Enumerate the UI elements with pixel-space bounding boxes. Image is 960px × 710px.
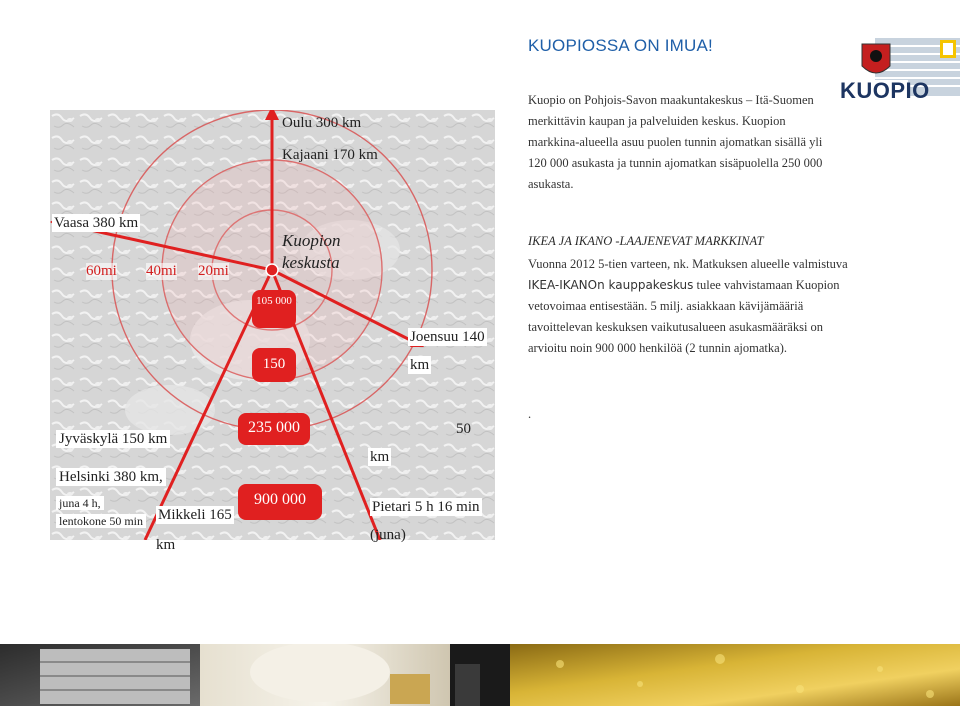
label-kuopion-keskusta: Kuopion keskusta xyxy=(282,231,341,273)
population-box-235000: 235 000 xyxy=(238,413,310,445)
label-helsinki-flight: lentokone 50 min xyxy=(56,514,146,528)
ring-label-20mi: 20mi xyxy=(198,263,229,279)
intro-paragraph: Kuopio on Pohjois-Savon maakuntakeskus – Itä-Suomen merkittävin kaupan ja palveluiden keskus. Kuopion markkina-alueella asuu puolen tunnin ajomatkan sisällä yli 120 000 asukasta ja tunnin ajomatkan sisäpuolella 250 000 asukasta. xyxy=(528,93,823,191)
paragraph-before: Vuonna 2012 5-tien varteen, nk. Matkuksen alueelle valmistuva xyxy=(528,257,848,271)
section-heading: IKEA JA IKANO -LAAJENEVAT MARKKINAT xyxy=(528,234,764,248)
label-joensuu: Joensuu 140 xyxy=(410,329,485,345)
photo-strip-graphic xyxy=(0,644,960,706)
label-kajaani: Kajaani 170 km xyxy=(282,147,378,163)
section-paragraph xyxy=(528,254,858,359)
label-joensuu-km: km xyxy=(410,357,430,373)
label-jyvaskyla: Jyväskylä 150 km xyxy=(56,430,170,448)
label-vaasa: Vaasa 380 km xyxy=(54,215,139,231)
label-helsinki-train: juna 4 h, xyxy=(56,496,104,510)
label-pietari-train: (juna) xyxy=(370,527,406,543)
label-savonlinna-km: km xyxy=(370,449,390,465)
population-box-105000: 105 000 xyxy=(252,290,296,328)
logo-text: KUOPIO xyxy=(840,78,930,103)
paragraph-highlight: IKEA-IKANOn kauppakeskus xyxy=(528,278,694,292)
bottom-photo-strip xyxy=(0,644,960,706)
population-box-900000: 900 000 xyxy=(238,484,322,520)
label-savonlinna-partial: 50 xyxy=(456,421,471,437)
label-mikkeli: Mikkeli 165 xyxy=(158,507,232,523)
paragraph-after: tulee vahvistamaan Kuopion vetovoimaa entisestään. 5 milj. asiakkaan kävijämääriä tavoittelevan keskuksen vaikutusalueen asukasmääräksi on arvioitu noin 900 000 henkilöä (2 tunnin ajomatka). xyxy=(528,278,840,355)
ring-label-40mi: 40mi xyxy=(146,263,177,279)
kuopio-logo xyxy=(840,38,960,108)
label-mikkeli-km: km xyxy=(156,537,176,553)
ring-label-60mi: 60mi xyxy=(86,263,117,279)
label-oulu: Oulu 300 km xyxy=(282,115,362,131)
label-pietari: Pietari 5 h 16 min xyxy=(372,499,480,515)
label-helsinki: Helsinki 380 km, xyxy=(56,468,166,486)
kuopio-marker xyxy=(266,264,278,276)
page-title: KUOPIOSSA ON IMUA! xyxy=(528,36,713,55)
stray-dot: . xyxy=(528,407,532,421)
population-box-150: 150 xyxy=(252,348,296,382)
